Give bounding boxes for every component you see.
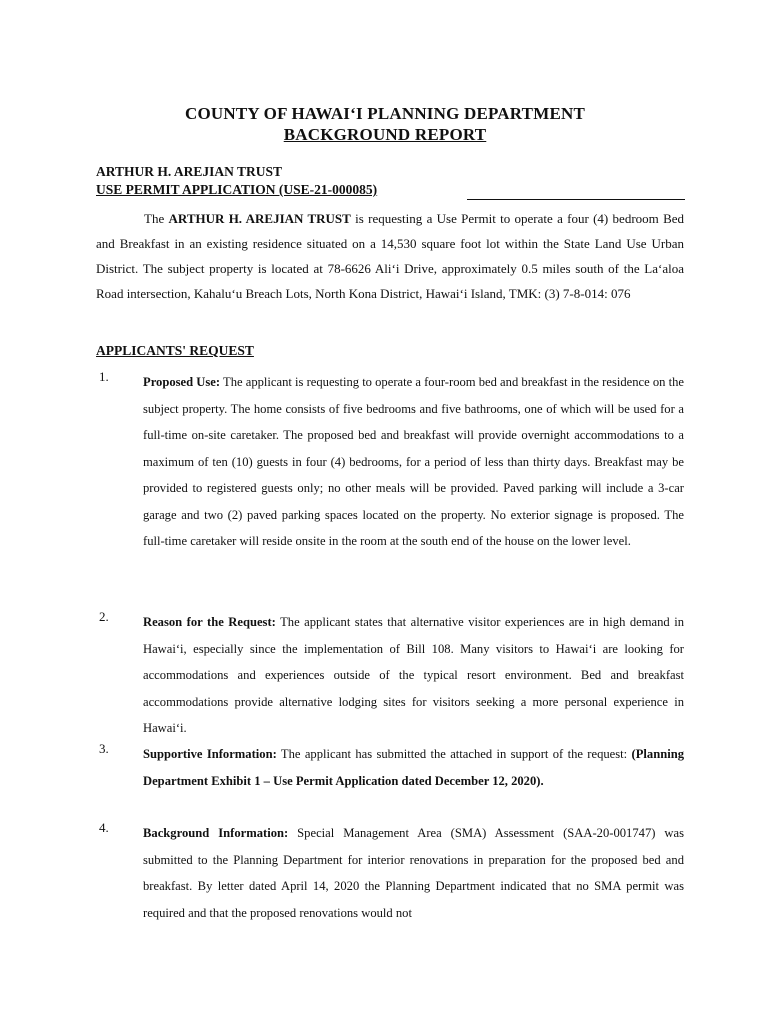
item-number: 2.	[99, 609, 109, 624]
section-heading: APPLICANTS' REQUEST	[96, 343, 254, 358]
intro-text: is requesting a Use Permit to operate a four (4) bedroom Bed and Breakfast in an existing residence situated on a 14,530 square foot lot within the State Land Use Urban District. The subject property is located at 78-6626 Ali‘i Drive, approximately 0.5 miles south of the La‘aloa Road intersection, Kahalu‘u Breach Lots, North Kona District, Hawai‘i Island, TMK: (3) 7-8-014: 076	[96, 211, 685, 301]
item-text: The applicant is requesting to operate a four-room bed and breakfast in the residence on the subject property. The home consists of five bedrooms and five bathrooms, one of which will be used for a full-time on-site caretaker. The proposed bed and breakfast will provide overnight accommodations to a maximum of ten (10) guests in four (4) bedrooms, for a period of less than thirty days. Breakfast may be provided to registered guests only; no other meals will be provided. Paved parking will include a 3-car garage and two (2) paved parking spaces located on the property. No exterior signage is proposed. The full-time caretaker will reside onsite in the room at the south end of the house on the lower level.	[143, 375, 684, 548]
item-text: The applicant states that alternative visitor experiences are in high demand in Hawai‘i, especially since the implementation of Bill 108. Many visitors to Hawai‘i are looking for accommodations and experiences outside of the typical resort environment. Bed and breakfast accommodations provide alternative lodging sites for visitors seeking a more personal experience in Hawai‘i.	[143, 615, 684, 735]
intro-paragraph	[96, 206, 684, 306]
list-item	[96, 609, 684, 742]
item-number: 4.	[99, 820, 109, 835]
item-text: The applicant has submitted the attached in support of the request:	[276, 747, 632, 761]
item-body	[143, 741, 684, 794]
item-body	[143, 609, 684, 742]
item-body	[143, 369, 684, 555]
intro-trust-name: ARTHUR H. AREJIAN TRUST	[168, 211, 351, 226]
intro-pre: The	[144, 211, 169, 226]
item-number: 3.	[99, 741, 109, 756]
list-item	[96, 369, 684, 555]
item-label: Reason for the Request:	[143, 615, 276, 629]
application-id: USE PERMIT APPLICATION (USE-21-000085)	[96, 182, 378, 197]
item-exhibit-reference: (Planning Department Exhibit 1 – Use Permit Application dated December 12, 2020).	[143, 747, 685, 788]
item-number: 1.	[99, 369, 109, 384]
item-label: Proposed Use:	[143, 375, 221, 389]
header-rule	[467, 199, 685, 200]
department-title: COUNTY OF HAWAI‘I PLANNING DEPARTMENT	[184, 104, 586, 123]
list-item	[96, 820, 684, 926]
applicant-name: ARTHUR H. AREJIAN TRUST	[96, 164, 283, 179]
item-body	[143, 820, 684, 926]
item-text: Special Management Area (SMA) Assessment (SAA-20-001747) was submitted to the Planning Department for interior renovations in preparation for the proposed bed and breakfast. By letter dated April 14, 2020 the Planning Department indicated that no SMA permit was required and that the proposed renovations would not	[143, 826, 684, 920]
item-label: Background Information:	[143, 826, 289, 840]
list-item	[96, 741, 684, 794]
report-title: BACKGROUND REPORT	[283, 125, 487, 144]
item-label: Supportive Information:	[143, 747, 277, 761]
